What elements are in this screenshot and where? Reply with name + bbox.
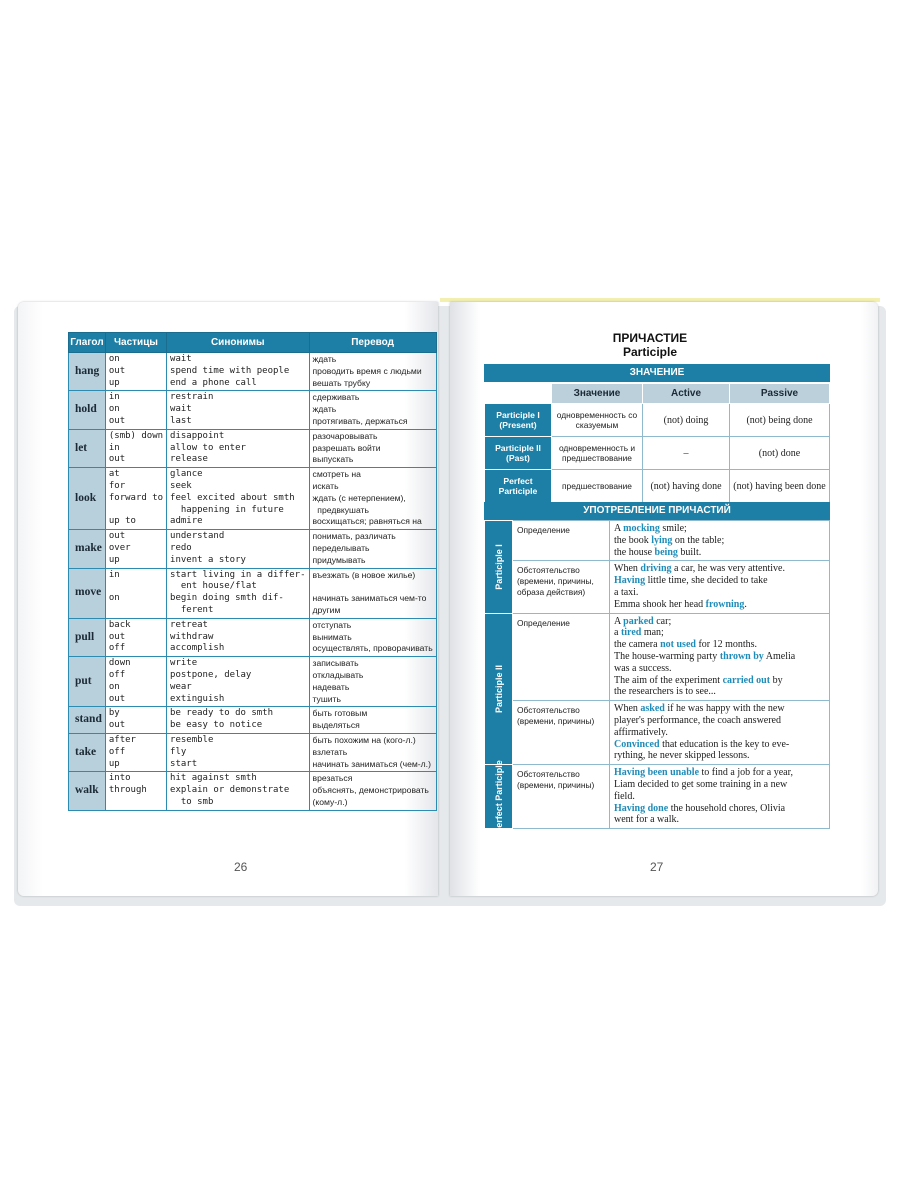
function-cell: Обстоятельство (времени, причины, образа действия) <box>513 561 610 613</box>
meaning-header-meaning: Значение <box>552 384 643 404</box>
usage-row <box>485 561 830 613</box>
example-line <box>614 627 825 639</box>
usage-row <box>485 701 830 765</box>
highlighted-participle: driving <box>640 563 672 575</box>
passive-form-cell: (not) having been done <box>730 470 830 503</box>
verb-cell: hold <box>69 391 106 429</box>
example-line <box>614 523 825 535</box>
particles-cell: by out <box>105 707 166 734</box>
passive-form-cell: (not) done <box>730 437 830 470</box>
verb-row <box>69 568 437 618</box>
active-form-cell: (not) having done <box>643 470 730 503</box>
example-text: a <box>614 627 621 639</box>
verb-cell: look <box>69 468 106 530</box>
example-line <box>614 791 825 803</box>
examples-cell <box>610 765 830 829</box>
example-text: for 12 months. <box>695 639 758 651</box>
verb-cell: take <box>69 733 106 771</box>
example-line <box>614 750 825 762</box>
translation-cell: записывать откладывать надевать тушить <box>309 657 436 707</box>
verb-cell: let <box>69 429 106 467</box>
participle-group-label: Participle I <box>493 544 504 590</box>
example-line <box>614 651 825 663</box>
verb-row <box>69 353 437 391</box>
example-line <box>614 814 825 826</box>
example-line <box>614 727 825 739</box>
synonyms-cell: glance seek feel excited about smth happening in future admire <box>167 468 309 530</box>
verb-row <box>69 391 437 429</box>
usage-row <box>485 613 830 701</box>
example-text: on the table; <box>672 534 725 546</box>
synonyms-cell: disappoint allow to enter release <box>167 429 309 467</box>
participle-group-label-cell <box>485 521 513 614</box>
particles-cell: in on out <box>105 391 166 429</box>
example-text: little time, she decided to take <box>645 575 768 587</box>
example-line <box>614 639 825 651</box>
example-line <box>614 779 825 791</box>
header-particles: Частицы <box>105 333 166 353</box>
example-line <box>614 739 825 751</box>
examples-cell <box>610 561 830 613</box>
synonyms-cell: write postpone, delay wear extinguish <box>167 657 309 707</box>
meaning-header-passive: Passive <box>730 384 830 404</box>
particles-cell: at for forward to up to <box>105 468 166 530</box>
example-text: . <box>744 598 747 610</box>
highlighted-participle: thrown by <box>719 650 764 662</box>
example-text: When <box>614 563 641 575</box>
page-title-ru: ПРИЧАСТИЕ <box>612 331 688 345</box>
example-line <box>614 803 825 815</box>
verb-row <box>69 468 437 530</box>
synonyms-cell: hit against smth explain or demonstrate to smb <box>167 772 309 810</box>
translation-cell: разочаровывать разрешать войти выпускать <box>309 429 436 467</box>
example-line <box>614 767 825 779</box>
page-title-en: Participle <box>622 345 678 359</box>
synonyms-cell: be ready to do smth be easy to notice <box>167 707 309 734</box>
function-cell: Обстоятельство (времени, причины) <box>513 765 610 829</box>
example-text: a car, he was very attentive. <box>671 563 785 575</box>
verb-cell: hang <box>69 353 106 391</box>
meaning-table-body <box>485 404 830 503</box>
example-line <box>614 587 825 599</box>
synonyms-cell: retreat withdraw accomplish <box>167 618 309 656</box>
example-text: the book <box>614 534 652 546</box>
example-text: man; <box>641 627 664 639</box>
meaning-cell: одновременность со сказуемым <box>552 404 643 437</box>
synonyms-cell: resemble fly start <box>167 733 309 771</box>
translation-cell: быть похожим на (кого-л.) взлетать начинать заниматься (чем-л.) <box>309 733 436 771</box>
synonyms-cell: understand redo invent a story <box>167 530 309 568</box>
example-text: Amelia <box>763 650 796 662</box>
verb-cell: put <box>69 657 106 707</box>
highlighted-participle: not used <box>660 639 696 651</box>
example-line <box>614 715 825 727</box>
verb-row <box>69 530 437 568</box>
example-text: was a success. <box>614 662 672 674</box>
example-text: rything, he never skipped lessons. <box>614 750 750 762</box>
particles-cell: after off up <box>105 733 166 771</box>
participle-group-label: Perfect Participle <box>493 759 504 834</box>
highlighted-participle: Having been unable <box>614 767 700 779</box>
meaning-header-row <box>485 384 830 404</box>
example-line <box>614 703 825 715</box>
verb-cell: make <box>69 530 106 568</box>
example-line <box>614 675 825 687</box>
translation-cell: смотреть на искать ждать (с нетерпением), предвкушать восхищаться; равняться на <box>309 468 436 530</box>
example-text: player's performance, the coach answered <box>614 714 781 726</box>
examples-cell <box>610 613 830 701</box>
meaning-row <box>485 437 830 470</box>
page-number-left: 26 <box>234 860 248 874</box>
page-number-right: 27 <box>650 860 664 874</box>
usage-row <box>485 765 830 829</box>
example-text: The house-warming party <box>614 650 720 662</box>
example-text: that education is the key to eve- <box>659 738 790 750</box>
example-line <box>614 575 825 587</box>
participle-group-label-cell <box>485 613 513 765</box>
example-line <box>614 616 825 628</box>
verb-cell: move <box>69 568 106 618</box>
highlighted-participle: frowning <box>705 598 745 610</box>
example-text: Emma shook her head <box>614 598 706 610</box>
highlighted-participle: tired <box>620 627 642 639</box>
header-synonyms: Синонимы <box>167 333 309 353</box>
meaning-header-blank <box>485 384 552 404</box>
usage-table <box>484 520 830 834</box>
usage-section-header: УПОТРЕБЛЕНИЕ ПРИЧАСТИЙ <box>484 502 830 520</box>
usage-row <box>485 521 830 561</box>
example-text: built. <box>677 546 702 558</box>
example-text: the household chores, Olivia <box>668 802 786 814</box>
example-text: affirmatively. <box>614 726 668 738</box>
example-text: the camera <box>614 639 661 651</box>
highlighted-participle: asked <box>640 703 665 715</box>
example-line <box>614 563 825 575</box>
meaning-cell: одновременность и предшествование <box>552 437 643 470</box>
example-text: car; <box>653 615 672 627</box>
examples-cell <box>610 521 830 561</box>
function-cell: Обстоятельство (времени, причины) <box>513 701 610 765</box>
table-body <box>69 353 437 811</box>
particles-cell: into through <box>105 772 166 810</box>
meaning-table <box>484 383 830 503</box>
translation-cell: сдерживать ждать протягивать, держаться <box>309 391 436 429</box>
participle-group-label: Participle II <box>493 664 504 713</box>
particles-cell: out over up <box>105 530 166 568</box>
example-text: if he was happy with the new <box>664 703 785 715</box>
highlighted-participle: carried out <box>722 674 771 686</box>
translation-cell: ждать проводить время с людьми вешать трубку <box>309 353 436 391</box>
particles-cell: on out up <box>105 353 166 391</box>
verb-row <box>69 733 437 771</box>
usage-table-body <box>485 521 830 834</box>
example-line <box>614 663 825 675</box>
function-cell: Определение <box>513 521 610 561</box>
phrasal-verbs-table <box>68 332 437 811</box>
meaning-header-active: Active <box>643 384 730 404</box>
example-text: A <box>614 615 624 627</box>
highlighted-participle: Convinced <box>614 738 660 750</box>
example-text: A <box>614 523 624 534</box>
highlighted-participle: parked <box>623 615 654 627</box>
particles-cell: back out off <box>105 618 166 656</box>
translation-cell: врезаться объяснять, демонстрировать (кому-л.) <box>309 772 436 810</box>
passive-form-cell: (not) being done <box>730 404 830 437</box>
header-verb: Глагол <box>69 333 106 353</box>
participle-name-cell: Perfect Participle <box>485 470 552 503</box>
verb-row <box>69 429 437 467</box>
highlighted-participle: lying <box>651 534 673 546</box>
translation-cell: понимать, различать переделывать придумывать <box>309 530 436 568</box>
verb-row <box>69 618 437 656</box>
particles-cell: down off on out <box>105 657 166 707</box>
synonyms-cell: wait spend time with people end a phone call <box>167 353 309 391</box>
participle-group-label-cell <box>485 759 513 834</box>
table-header-row <box>69 333 437 353</box>
example-line <box>614 535 825 547</box>
example-text: to find a job for a year, <box>699 767 794 779</box>
function-cell: Определение <box>513 613 610 701</box>
verb-cell: stand <box>69 707 106 734</box>
example-text: The aim of the experiment <box>614 674 723 686</box>
synonyms-cell: restrain wait last <box>167 391 309 429</box>
participle-name-cell: Participle I (Present) <box>485 404 552 437</box>
verb-row <box>69 657 437 707</box>
synonyms-cell: start living in a differ- ent house/flat begin doing smth dif- ferent <box>167 568 309 618</box>
translation-cell: отступать вынимать осуществлять, проворачивать <box>309 618 436 656</box>
highlighted-participle: Having <box>614 575 646 587</box>
verb-cell: walk <box>69 772 106 810</box>
verb-row <box>69 707 437 734</box>
meaning-section-header: ЗНАЧЕНИЕ <box>484 364 830 382</box>
example-text: by <box>770 674 783 686</box>
participle-name-cell: Participle II (Past) <box>485 437 552 470</box>
example-text: went for a walk. <box>614 814 679 826</box>
translation-cell: въезжать (в новое жилье) начинать заниматься чем-то другим <box>309 568 436 618</box>
particles-cell: in on <box>105 568 166 618</box>
examples-cell <box>610 701 830 765</box>
example-text: a taxi. <box>614 586 639 598</box>
example-text: smile; <box>659 523 687 534</box>
example-text: When <box>614 703 641 715</box>
example-line <box>614 599 825 611</box>
meaning-row <box>485 404 830 437</box>
example-text: Liam decided to get some training in a new <box>614 778 788 790</box>
highlighted-participle: mocking <box>623 523 660 534</box>
highlighted-participle: being <box>654 546 678 558</box>
example-text: the researchers is to see... <box>614 686 716 698</box>
example-text: the house <box>614 546 655 558</box>
verb-row <box>69 772 437 810</box>
active-form-cell: (not) doing <box>643 404 730 437</box>
example-line <box>614 686 825 698</box>
active-form-cell: – <box>643 437 730 470</box>
example-text: field. <box>614 790 635 802</box>
translation-cell: быть готовым выделяться <box>309 707 436 734</box>
verb-cell: pull <box>69 618 106 656</box>
particles-cell: (smb) down in out <box>105 429 166 467</box>
meaning-row <box>485 470 830 503</box>
highlighted-participle: Having done <box>614 802 669 814</box>
example-line <box>614 547 825 559</box>
header-translation: Перевод <box>309 333 436 353</box>
meaning-cell: предшествование <box>552 470 643 503</box>
